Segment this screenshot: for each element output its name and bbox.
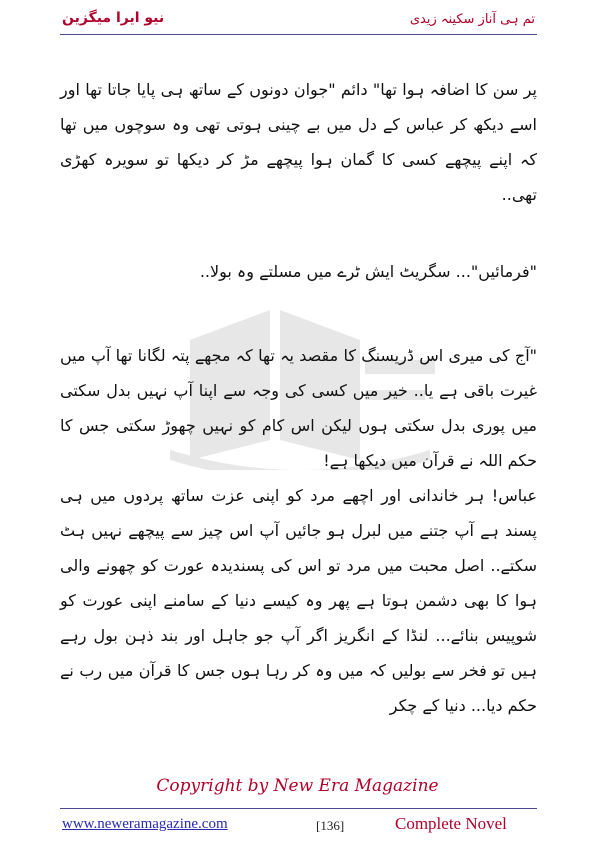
paragraph-2 bbox=[60, 254, 537, 289]
paragraph-text: "فرمائیں"... سگریٹ ایش ٹرے میں مسلتے وہ بولا.. bbox=[199, 262, 537, 281]
footer-label: Complete Novel bbox=[395, 814, 507, 833]
page-header bbox=[0, 0, 595, 36]
paragraph-text: پر سن کا اضافہ ہوا تھا" دائم "جوان دونوں کے ساتھ ہی پایا جاتا تھا اور اسے دیکھ کر عباس کے دل میں بے چینی ہوتی تھی وہ سوچوں میں تھا کہ اپنے پیچھے کسی کا گمان ہوا پیچھے مڑ کر دیکھا تو سویرہ کھڑی تھی.. bbox=[60, 80, 537, 204]
page-number: [136] bbox=[316, 818, 345, 833]
paragraph-text: عباس! ہر خاندانی اور اچھے مرد کو اپنی عزت ساتھ پردوں میں ہی پسند ہے آپ جتنے میں لبرل ہو جائیں آپ اس چیز سے پیچھے نہیں ہٹ سکتے.. اصل محبت میں مرد تو اس کی پسندیدہ عورت کو چھونے والی ہوا کا بھی دشمن ہوتا ہے پھر وہ کیسے دنیا کے سامنے اپنی عورت کو شوپیس بنائے... لنڈا کے انگریز اگر آپ جو جاہل اور بند ذہن بول رہے ہیں تو فخر سے بولیں کہ میں وہ کر رہا ہوں جس کا قرآن میں رب نے حکم دیا... دنیا کے چکر bbox=[60, 486, 537, 715]
paragraph-3 bbox=[60, 338, 537, 478]
website-link[interactable]: www.neweramagazine.com bbox=[62, 816, 228, 832]
header-magazine-name: نیو ایرا میگزین bbox=[62, 10, 165, 26]
header-divider bbox=[60, 34, 537, 35]
paragraph-4 bbox=[60, 478, 537, 723]
footer-divider bbox=[60, 808, 537, 809]
paragraph-1 bbox=[60, 72, 537, 212]
paragraph-text: "آج کی میری اس ڈریسنگ کا مقصد یہ تھا کہ مجھے پتہ لگانا تھا آپ میں غیرت باقی ہے یا.. خیر میں کسی کی وجہ سے اپنا آپ نہیں بدل سکتی میں پوری بدل سکتی ہوں لیکن اس کام کو نہیں چھوڑ سکتی جس کا حکم اللہ نے قرآن میں دیکھا ہے! bbox=[60, 346, 537, 470]
header-novel-title: تم ہی آناز سکینہ زیدی bbox=[409, 12, 535, 27]
copyright-notice: Copyright by New Era Magazine bbox=[156, 776, 439, 796]
